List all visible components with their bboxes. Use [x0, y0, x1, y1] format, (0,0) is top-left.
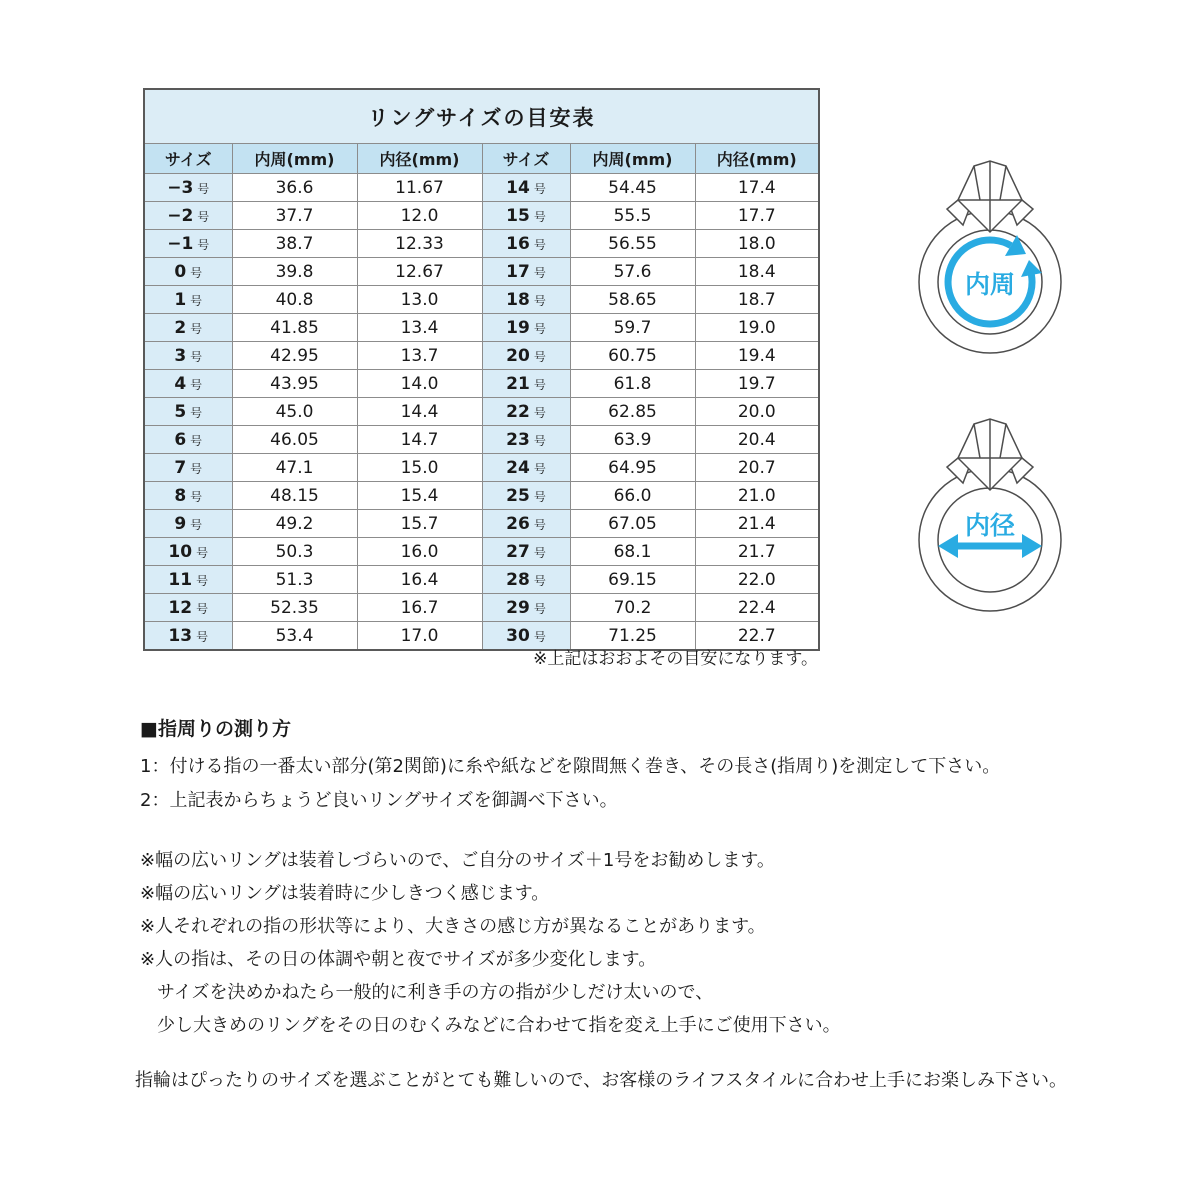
size-cell: 15 号 — [482, 202, 570, 230]
diameter-cell: 21.4 — [695, 510, 819, 538]
circumference-cell: 45.0 — [232, 398, 357, 426]
circumference-cell: 38.7 — [232, 230, 357, 258]
circumference-cell: 71.25 — [570, 622, 695, 651]
circumference-cell: 56.55 — [570, 230, 695, 258]
howto-step-1: 1：付ける指の一番太い部分(第2関節)に糸や紙などを隙間無く巻き、その長さ(指周り)を測定して下さい。 — [140, 756, 1001, 777]
table-row — [144, 510, 819, 538]
size-cell: 14 号 — [482, 174, 570, 202]
circumference-cell: 55.5 — [570, 202, 695, 230]
table-row — [144, 538, 819, 566]
circumference-cell: 66.0 — [570, 482, 695, 510]
note-line: ※幅の広いリングは装着しづらいので、ご自分のサイズ＋1号をお勧めします。 — [140, 850, 775, 871]
diameter-cell: 12.33 — [357, 230, 482, 258]
size-cell: 18 号 — [482, 286, 570, 314]
size-cell: 0 号 — [144, 258, 232, 286]
diameter-cell: 17.4 — [695, 174, 819, 202]
table-approximation-note: ※上記はおおよその目安になります。 — [533, 649, 818, 669]
size-cell: −2 号 — [144, 202, 232, 230]
size-cell: 4 号 — [144, 370, 232, 398]
diameter-cell: 17.7 — [695, 202, 819, 230]
col-header-diameter-left: 内径(mm) — [357, 144, 482, 174]
circumference-cell: 60.75 — [570, 342, 695, 370]
size-cell: 25 号 — [482, 482, 570, 510]
table-header-row — [144, 144, 819, 174]
diameter-cell: 17.0 — [357, 622, 482, 651]
table-row — [144, 258, 819, 286]
size-cell: 22 号 — [482, 398, 570, 426]
diamond-icon — [947, 161, 1033, 232]
note-line: ※幅の広いリングは装着時に少しきつく感じます。 — [140, 883, 550, 904]
size-cell: 20 号 — [482, 342, 570, 370]
size-cell: 30 号 — [482, 622, 570, 651]
inner-diameter-label: 内径 — [964, 511, 1016, 540]
size-cell: −1 号 — [144, 230, 232, 258]
size-cell: 16 号 — [482, 230, 570, 258]
size-cell: 17 号 — [482, 258, 570, 286]
diameter-cell: 20.4 — [695, 426, 819, 454]
table-row — [144, 286, 819, 314]
circumference-cell: 58.65 — [570, 286, 695, 314]
table-title: リングサイズの目安表 — [144, 89, 819, 144]
closing-note: 指輪はぴったりのサイズを選ぶことがとても難しいので、お客様のライフスタイルに合わせ上手にお楽しみ下さい。 — [135, 1070, 1068, 1091]
size-cell: 24 号 — [482, 454, 570, 482]
diameter-cell: 15.4 — [357, 482, 482, 510]
circumference-cell: 50.3 — [232, 538, 357, 566]
diameter-cell: 22.7 — [695, 622, 819, 651]
size-cell: 13 号 — [144, 622, 232, 651]
ring-size-table-body — [144, 174, 819, 651]
diameter-cell: 21.0 — [695, 482, 819, 510]
note-line: ※人それぞれの指の形状等により、大きさの感じ方が異なることがあります。 — [140, 916, 766, 937]
note-line: 少し大きめのリングをその日のむくみなどに合わせて指を変え上手にご使用下さい。 — [157, 1015, 841, 1036]
size-cell: 21 号 — [482, 370, 570, 398]
table-row — [144, 342, 819, 370]
table-row — [144, 398, 819, 426]
col-header-size-right: サイズ — [482, 144, 570, 174]
size-cell: 2 号 — [144, 314, 232, 342]
ring-inner-circumference-diagram — [900, 152, 1080, 362]
size-cell: 23 号 — [482, 426, 570, 454]
size-cell: 29 号 — [482, 594, 570, 622]
circumference-cell: 67.05 — [570, 510, 695, 538]
circumference-cell: 53.4 — [232, 622, 357, 651]
note-line: ※人の指は、その日の体調や朝と夜でサイズが多少変化します。 — [140, 949, 657, 970]
size-cell: 3 号 — [144, 342, 232, 370]
circumference-cell: 68.1 — [570, 538, 695, 566]
circumference-cell: 48.15 — [232, 482, 357, 510]
circumference-cell: 59.7 — [570, 314, 695, 342]
diamond-icon — [947, 419, 1033, 490]
circumference-cell: 70.2 — [570, 594, 695, 622]
diameter-cell: 12.67 — [357, 258, 482, 286]
diameter-cell: 13.4 — [357, 314, 482, 342]
diameter-cell: 20.7 — [695, 454, 819, 482]
diameter-cell: 22.0 — [695, 566, 819, 594]
circumference-cell: 40.8 — [232, 286, 357, 314]
notes-block — [140, 846, 841, 1044]
circumference-cell: 47.1 — [232, 454, 357, 482]
size-cell: 26 号 — [482, 510, 570, 538]
table-row — [144, 566, 819, 594]
diameter-cell: 14.7 — [357, 426, 482, 454]
diameter-cell: 13.7 — [357, 342, 482, 370]
ring-inner-diameter-diagram — [900, 410, 1080, 620]
diameter-cell: 18.7 — [695, 286, 819, 314]
diameter-cell: 16.0 — [357, 538, 482, 566]
diameter-cell: 19.4 — [695, 342, 819, 370]
diameter-cell: 21.7 — [695, 538, 819, 566]
diameter-cell: 14.0 — [357, 370, 482, 398]
ring-size-table — [143, 88, 820, 651]
diameter-cell: 16.4 — [357, 566, 482, 594]
howto-step-2: 2：上記表からちょうど良いリングサイズを御調べ下さい。 — [140, 790, 618, 811]
size-cell: 9 号 — [144, 510, 232, 538]
size-cell: 27 号 — [482, 538, 570, 566]
circumference-cell: 63.9 — [570, 426, 695, 454]
circumference-cell: 54.45 — [570, 174, 695, 202]
col-header-size-left: サイズ — [144, 144, 232, 174]
howto-heading: ■指周りの測り方 — [140, 718, 291, 740]
size-cell: 10 号 — [144, 538, 232, 566]
size-cell: 1 号 — [144, 286, 232, 314]
size-cell: −3 号 — [144, 174, 232, 202]
diameter-cell: 16.7 — [357, 594, 482, 622]
circumference-cell: 46.05 — [232, 426, 357, 454]
circumference-cell: 52.35 — [232, 594, 357, 622]
col-header-circumference-right: 内周(mm) — [570, 144, 695, 174]
circumference-cell: 37.7 — [232, 202, 357, 230]
table-row — [144, 230, 819, 258]
diameter-cell: 15.0 — [357, 454, 482, 482]
diameter-cell: 13.0 — [357, 286, 482, 314]
size-cell: 6 号 — [144, 426, 232, 454]
table-row — [144, 454, 819, 482]
diameter-cell: 14.4 — [357, 398, 482, 426]
size-cell: 8 号 — [144, 482, 232, 510]
diameter-cell: 19.0 — [695, 314, 819, 342]
circumference-cell: 62.85 — [570, 398, 695, 426]
diameter-cell: 18.4 — [695, 258, 819, 286]
size-cell: 12 号 — [144, 594, 232, 622]
size-cell: 28 号 — [482, 566, 570, 594]
table-row — [144, 314, 819, 342]
table-row — [144, 370, 819, 398]
circumference-cell: 42.95 — [232, 342, 357, 370]
size-cell: 19 号 — [482, 314, 570, 342]
circumference-cell: 39.8 — [232, 258, 357, 286]
circumference-cell: 51.3 — [232, 566, 357, 594]
note-line: サイズを決めかねたら一般的に利き手の方の指が少しだけ太いので、 — [157, 982, 714, 1003]
col-header-diameter-right: 内径(mm) — [695, 144, 819, 174]
circumference-cell: 57.6 — [570, 258, 695, 286]
size-cell: 11 号 — [144, 566, 232, 594]
diameter-cell: 15.7 — [357, 510, 482, 538]
circumference-cell: 69.15 — [570, 566, 695, 594]
circumference-cell: 43.95 — [232, 370, 357, 398]
diameter-cell: 11.67 — [357, 174, 482, 202]
table-title-row — [144, 89, 819, 144]
circumference-cell: 36.6 — [232, 174, 357, 202]
table-row — [144, 202, 819, 230]
table-row — [144, 482, 819, 510]
table-row — [144, 426, 819, 454]
circumference-cell: 49.2 — [232, 510, 357, 538]
col-header-circumference-left: 内周(mm) — [232, 144, 357, 174]
size-cell: 5 号 — [144, 398, 232, 426]
diameter-cell: 12.0 — [357, 202, 482, 230]
diameter-cell: 19.7 — [695, 370, 819, 398]
inner-circumference-label: 内周 — [964, 270, 1016, 299]
table-row — [144, 174, 819, 202]
circumference-cell: 41.85 — [232, 314, 357, 342]
circumference-cell: 64.95 — [570, 454, 695, 482]
table-row — [144, 594, 819, 622]
size-cell: 7 号 — [144, 454, 232, 482]
diameter-cell: 20.0 — [695, 398, 819, 426]
diameter-cell: 22.4 — [695, 594, 819, 622]
diameter-cell: 18.0 — [695, 230, 819, 258]
circumference-cell: 61.8 — [570, 370, 695, 398]
